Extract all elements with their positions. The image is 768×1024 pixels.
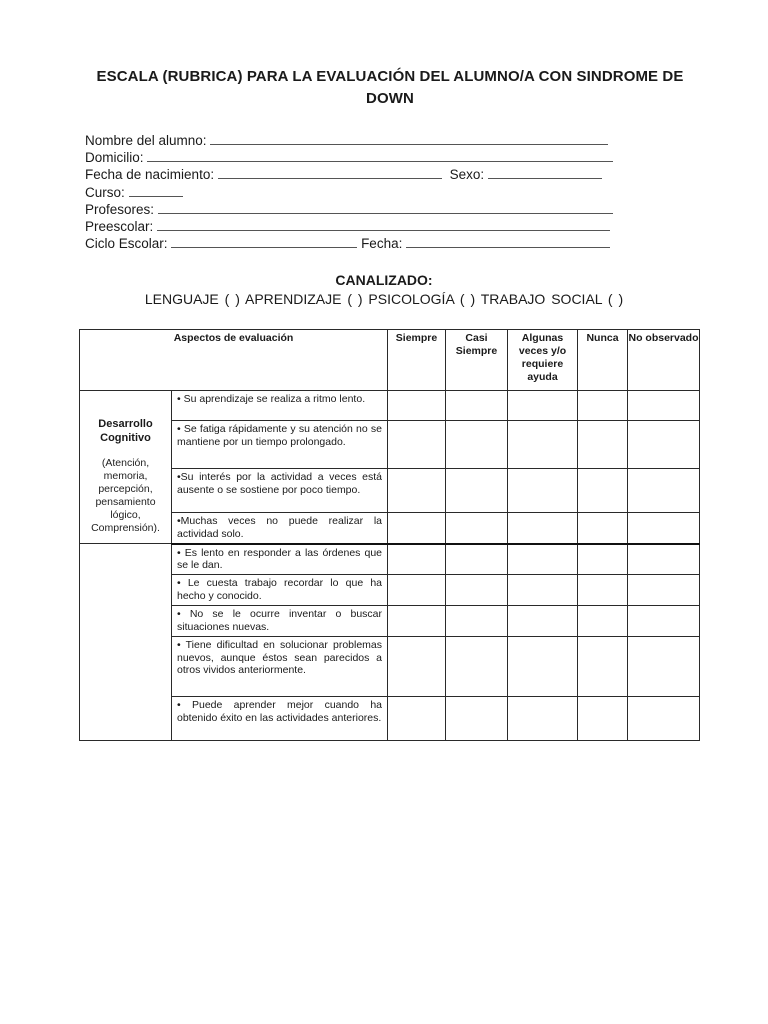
table-row xyxy=(80,637,700,697)
field-sexo-line xyxy=(488,166,602,179)
check-no-observado[interactable] xyxy=(628,637,700,697)
field-profesores-label: Profesores: xyxy=(85,202,155,217)
table-row xyxy=(80,513,700,544)
header-algunas-veces: Algunas veces y/o requiere ayuda xyxy=(508,330,578,391)
field-profesores xyxy=(85,201,613,218)
check-siempre[interactable] xyxy=(388,421,446,469)
check-algunas-veces[interactable] xyxy=(508,421,578,469)
check-casi-siempre[interactable] xyxy=(446,513,508,544)
item-text: • Le cuesta trabajo recordar lo que ha hecho y conocido. xyxy=(172,575,388,606)
table-row xyxy=(80,391,700,421)
header-aspectos: Aspectos de evaluación xyxy=(80,330,388,391)
field-ciclo-escolar xyxy=(85,235,610,252)
category-continuation-cell xyxy=(80,544,172,741)
check-casi-siempre[interactable] xyxy=(446,575,508,606)
check-nunca[interactable] xyxy=(578,575,628,606)
check-nunca[interactable] xyxy=(578,513,628,544)
canalizado-options: LENGUAJE ( ) APRENDIZAJE ( ) PSICOLOGÍA ( ) TRABAJO SOCIAL ( ) xyxy=(144,291,624,307)
check-no-observado[interactable] xyxy=(628,421,700,469)
check-siempre[interactable] xyxy=(388,544,446,575)
table-header-row xyxy=(80,330,700,391)
header-no-observado: No observado xyxy=(628,330,700,391)
check-casi-siempre[interactable] xyxy=(446,469,508,513)
field-fecha-nacimiento xyxy=(85,166,602,183)
item-text: • No se le ocurre inventar o buscar situaciones nuevas. xyxy=(172,606,388,637)
check-siempre[interactable] xyxy=(388,606,446,637)
field-fecha-nacimiento-line xyxy=(218,166,442,179)
check-casi-siempre[interactable] xyxy=(446,606,508,637)
check-nunca[interactable] xyxy=(578,544,628,575)
check-algunas-veces[interactable] xyxy=(508,606,578,637)
check-casi-siempre[interactable] xyxy=(446,391,508,421)
check-casi-siempre[interactable] xyxy=(446,637,508,697)
field-preescolar-line xyxy=(157,218,610,231)
field-ciclo-line xyxy=(171,235,357,248)
check-no-observado[interactable] xyxy=(628,544,700,575)
field-nombre xyxy=(85,132,608,149)
field-curso-label: Curso: xyxy=(85,185,125,200)
field-domicilio-line xyxy=(147,149,613,162)
check-siempre[interactable] xyxy=(388,391,446,421)
field-ciclo-label: Ciclo Escolar: xyxy=(85,236,168,251)
check-no-observado[interactable] xyxy=(628,606,700,637)
check-no-observado[interactable] xyxy=(628,513,700,544)
item-text: •Su interés por la actividad a veces está ausente o se sostiene por poco tiempo. xyxy=(172,469,388,513)
check-siempre[interactable] xyxy=(388,469,446,513)
check-nunca[interactable] xyxy=(578,697,628,741)
item-text: • Tiene dificultad en solucionar problemas nuevos, aunque éstos sean parecidos a otros vividos anteriormente. xyxy=(172,637,388,697)
field-preescolar xyxy=(85,218,610,235)
field-curso-line xyxy=(129,184,183,197)
check-nunca[interactable] xyxy=(578,391,628,421)
item-text: •Muchas veces no puede realizar la actividad solo. xyxy=(172,513,388,544)
header-casi-siempre: Casi Siempre xyxy=(446,330,508,391)
check-nunca[interactable] xyxy=(578,469,628,513)
table-row xyxy=(80,421,700,469)
table-row xyxy=(80,469,700,513)
check-algunas-veces[interactable] xyxy=(508,513,578,544)
category-description: (Atención, memoria, percepción, pensamiento lógico, Comprensión). xyxy=(91,457,160,534)
field-sexo-label: Sexo: xyxy=(449,167,485,182)
check-algunas-veces[interactable] xyxy=(508,637,578,697)
check-algunas-veces[interactable] xyxy=(508,391,578,421)
check-algunas-veces[interactable] xyxy=(508,469,578,513)
item-text: • Puede aprender mejor cuando ha obtenido éxito en las actividades anteriores. xyxy=(172,697,388,741)
check-siempre[interactable] xyxy=(388,575,446,606)
check-algunas-veces[interactable] xyxy=(508,697,578,741)
field-profesores-line xyxy=(158,201,613,214)
header-nunca: Nunca xyxy=(578,330,628,391)
check-no-observado[interactable] xyxy=(628,575,700,606)
check-nunca[interactable] xyxy=(578,421,628,469)
check-no-observado[interactable] xyxy=(628,391,700,421)
item-text: • Se fatiga rápidamente y su atención no se mantiene por un tiempo prolongado. xyxy=(172,421,388,469)
check-no-observado[interactable] xyxy=(628,469,700,513)
item-text: • Es lento en responder a las órdenes que se le dan. xyxy=(172,544,388,575)
check-siempre[interactable] xyxy=(388,637,446,697)
field-fecha-line xyxy=(406,235,610,248)
title-line-2: DOWN xyxy=(366,90,414,107)
check-casi-siempre[interactable] xyxy=(446,421,508,469)
category-title: Desarrollo Cognitivo xyxy=(98,418,153,444)
field-nombre-label: Nombre del alumno: xyxy=(85,133,207,148)
category-cell xyxy=(80,391,172,544)
field-nombre-line xyxy=(210,132,608,145)
check-nunca[interactable] xyxy=(578,637,628,697)
field-fecha-nacimiento-label: Fecha de nacimiento: xyxy=(85,167,215,182)
table-row xyxy=(80,606,700,637)
field-domicilio xyxy=(85,149,613,166)
field-fecha-label: Fecha: xyxy=(361,236,403,251)
field-curso xyxy=(85,184,183,201)
table-row xyxy=(80,697,700,741)
item-text: • Su aprendizaje se realiza a ritmo lento. xyxy=(172,391,388,421)
table-row xyxy=(80,575,700,606)
canalizado-title: CANALIZADO: xyxy=(335,272,433,288)
table-row xyxy=(80,544,700,575)
check-no-observado[interactable] xyxy=(628,697,700,741)
evaluation-table xyxy=(79,329,700,741)
field-preescolar-label: Preescolar: xyxy=(85,219,154,234)
check-casi-siempre[interactable] xyxy=(446,544,508,575)
header-siempre: Siempre xyxy=(388,330,446,391)
check-nunca[interactable] xyxy=(578,606,628,637)
check-algunas-veces[interactable] xyxy=(508,544,578,575)
document-title xyxy=(90,66,690,110)
check-algunas-veces[interactable] xyxy=(508,575,578,606)
check-siempre[interactable] xyxy=(388,513,446,544)
check-siempre[interactable] xyxy=(388,697,446,741)
check-casi-siempre[interactable] xyxy=(446,697,508,741)
field-domicilio-label: Domicilio: xyxy=(85,150,144,165)
title-line-1: ESCALA (RUBRICA) PARA LA EVALUACIÓN DEL ALUMNO/A CON SINDROME DE xyxy=(96,68,684,85)
